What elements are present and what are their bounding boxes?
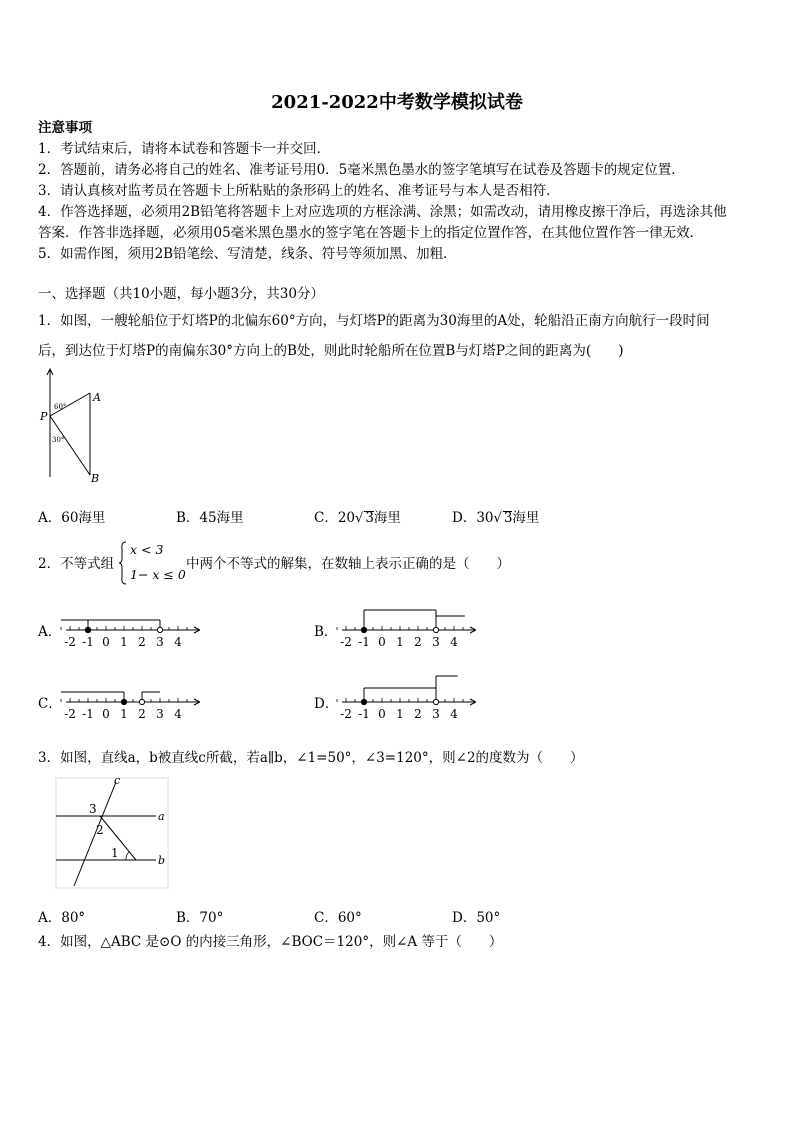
tick-label: 2 (414, 707, 422, 721)
angle-60: 60° (54, 403, 67, 411)
tick-label: 0 (102, 707, 110, 721)
section-heading: 一、选择题（共10小题，每小题3分，共30分） (38, 286, 324, 302)
inequality-system (118, 540, 184, 586)
q1-figure (38, 365, 108, 487)
tick-label: 1 (396, 635, 404, 649)
tick-label: -2 (64, 707, 76, 721)
q1-option-c[interactable]: C．20√ 3海里 (314, 510, 401, 526)
q2-option-a-label[interactable]: A． (38, 624, 62, 640)
tick-label: -2 (64, 635, 76, 649)
page-title: 2021-2022中考数学模拟试卷 (271, 92, 523, 113)
solid-point (361, 627, 366, 632)
q2-option-b-label[interactable]: B． (314, 624, 338, 640)
label-p: P (40, 410, 48, 423)
q2-number-line-b[interactable] (336, 598, 476, 654)
tick-label: 3 (156, 635, 164, 649)
q2-number-line-a[interactable] (60, 598, 200, 654)
hollow-point (433, 627, 438, 632)
q2-option-c-label[interactable]: C． (38, 696, 62, 712)
notice-item: 1．考试结束后，请将本试卷和答题卡一并交回． (38, 141, 331, 157)
tick-label: 0 (378, 707, 386, 721)
q2-number-line-d[interactable] (336, 670, 476, 726)
q3-option-b[interactable]: B．70° (176, 910, 224, 926)
angle-30: 30° (52, 436, 65, 444)
tick-label: 2 (138, 635, 146, 649)
q1-option-d-prefix: D．30 (452, 510, 494, 526)
tick-label: 1 (120, 707, 128, 721)
q1-option-c-unit: 海里 (373, 510, 401, 526)
q1-option-c-prefix: C．20 (314, 510, 356, 526)
solid-point (361, 699, 366, 704)
q2-number-line-c[interactable] (60, 670, 200, 726)
tick-label: 2 (138, 707, 146, 721)
q2-option-d-label[interactable]: D． (314, 696, 339, 712)
line-b-label: b (158, 854, 166, 867)
tick-label: 3 (432, 635, 440, 649)
label-b: B (91, 472, 100, 485)
q3-text: 3．如图，直线a，b被直线c所截，若a∥b，∠1=50°，∠3=120°，则∠2的度数为（ ） (38, 750, 584, 766)
hollow-point (157, 627, 162, 632)
tick-label: -1 (82, 707, 94, 721)
label-a: A (93, 391, 101, 404)
tick-label: -1 (358, 635, 370, 649)
q3-option-a[interactable]: A．80° (38, 910, 86, 926)
q1-option-b[interactable]: B．45海里 (176, 510, 244, 526)
tick-label: -1 (358, 707, 370, 721)
tick-label: -2 (340, 707, 352, 721)
notice-heading: 注意事项 (38, 120, 92, 136)
tick-label: 0 (378, 635, 386, 649)
angle-1-label: 1 (111, 846, 119, 860)
angle-3-label: 3 (89, 802, 97, 816)
notice-item: 5．如需作图，须用2B铅笔绘、写清楚，线条、符号等须加黑、加粗． (38, 246, 457, 262)
notice-item: 3．请认真核对监考员在答题卡上所粘贴的条形码上的姓名、准考证号与本人是否相符． (38, 183, 560, 199)
q3-option-d[interactable]: D．50° (452, 910, 501, 926)
q1-option-d[interactable]: D．30√ 3海里 (452, 510, 540, 526)
tick-label: 1 (120, 635, 128, 649)
q3-figure (52, 772, 172, 892)
notice-item: 4．作答选择题，必须用2B铅笔将答题卡上对应选项的方框涂满、涂黑；如需改动，请用橡皮擦干净后，再选涂其他 (38, 204, 727, 220)
tick-label: 4 (174, 635, 182, 649)
notice-item: 2．答题前，请务必将自己的姓名、准考证号用0．5毫米黑色墨水的签字笔填写在试卷及答题卡的规定位置． (38, 162, 685, 178)
notice-item: 答案．作答非选择题，必须用05毫米黑色墨水的签字笔在答题卡上的指定位置作答，在其他位置作答一律无效． (38, 225, 704, 241)
q1-option-d-radicand: 3 (503, 510, 513, 526)
hollow-point (433, 699, 438, 704)
tick-label: -2 (340, 635, 352, 649)
q4-text: 4．如图，△ABC 是⊙O 的内接三角形，∠BOC＝120°，则∠A 等于（ ） (38, 934, 503, 950)
line-c-label: c (114, 774, 121, 787)
q1-option-c-radicand: 3 (365, 510, 374, 526)
tick-label: 4 (174, 707, 182, 721)
q1-option-a[interactable]: A．60海里 (38, 510, 106, 526)
tick-label: 4 (450, 707, 458, 721)
brace-icon (118, 540, 128, 586)
tick-label: 0 (102, 635, 110, 649)
inequality-1: x < 3 (130, 542, 164, 557)
tick-label: 3 (156, 707, 164, 721)
tick-label: 1 (396, 707, 404, 721)
q1-text-line2: 后，到达位于灯塔P的南偏东30°方向上的B处，则此时轮船所在位置B与灯塔P之间的距离为( ) (38, 343, 624, 359)
inequality-2: 1− x ≤ 0 (130, 567, 186, 582)
q3-option-c[interactable]: C．60° (314, 910, 362, 926)
q1-option-d-unit: 海里 (512, 510, 540, 526)
q2-text-post: 中两个不等式的解集，在数轴上表示正确的是（ ） (186, 556, 510, 572)
hollow-point (139, 699, 144, 704)
solid-point (85, 627, 90, 632)
tick-label: 2 (414, 635, 422, 649)
tick-label: 4 (450, 635, 458, 649)
solid-point (121, 699, 126, 704)
tick-label: -1 (82, 635, 94, 649)
angle-2-label: 2 (96, 823, 104, 837)
line-a-label: a (158, 810, 165, 823)
tick-label: 3 (432, 707, 440, 721)
q2-text-pre: 2．不等式组 (38, 556, 115, 572)
q1-text-line1: 1．如图，一艘轮船位于灯塔P的北偏东60°方向，与灯塔P的距离为30海里的A处，轮船沿正南方向航行一段时间 (38, 313, 710, 329)
